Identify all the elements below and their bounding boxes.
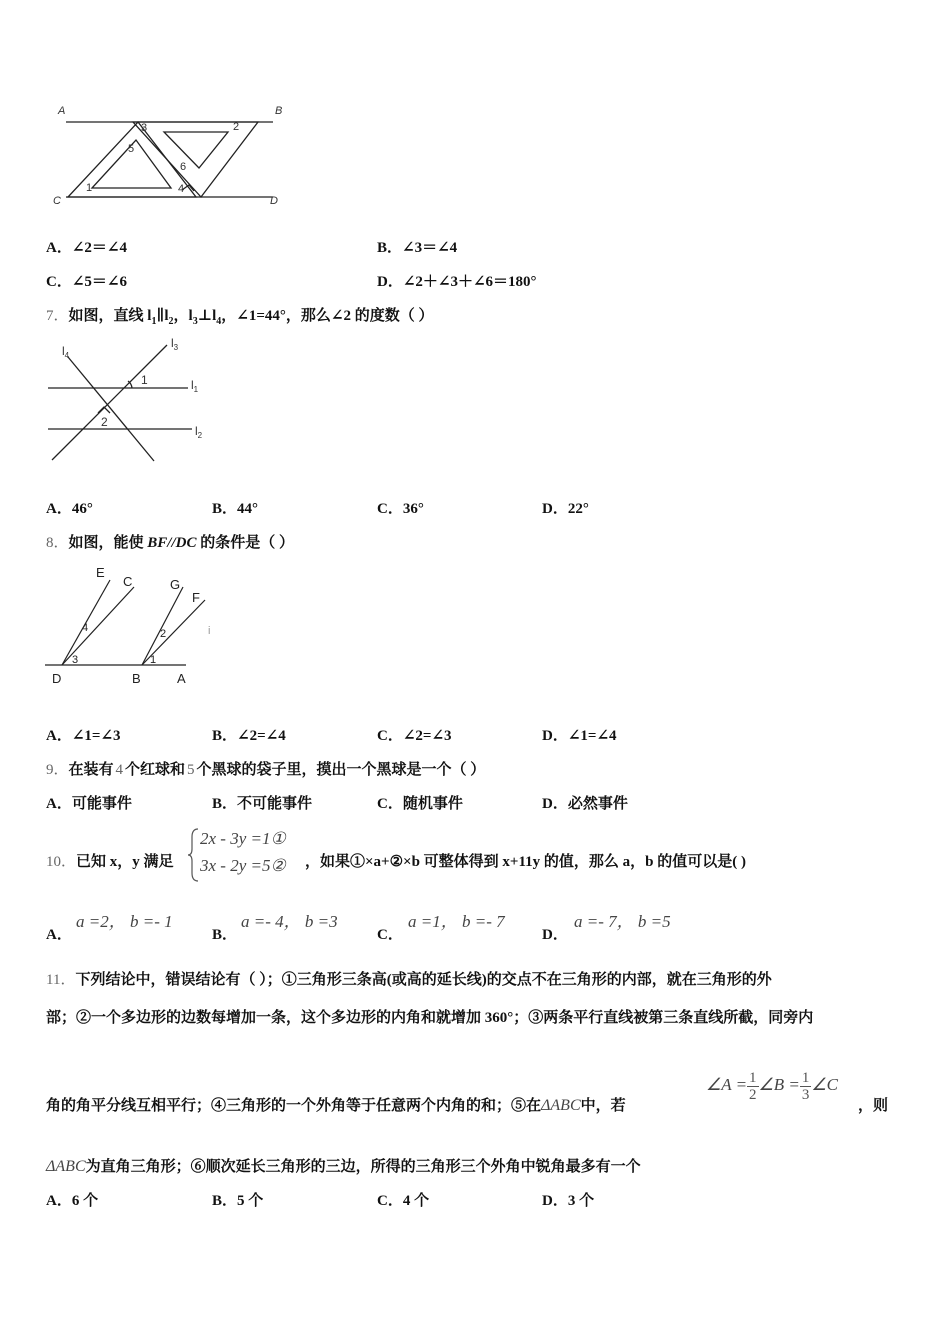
angle-6: 6 [180,161,187,173]
q10-prefix: 10．已知 x，y 满足 [46,854,174,870]
q8-angle-4: 4 [82,622,89,634]
q10-brace [188,827,200,883]
q10-option-c-value: a =1， b =- 7 [408,912,505,931]
q11-angle-equation: ∠A = $\frac{1}{2}$ ∠B = $\frac{1}{3}$ ∠C [706,1070,838,1103]
q10-option-a-value: a =2， b =- 1 [76,912,173,931]
q7-l2-label: $l_2$ [195,424,203,440]
q10-option-d-value: a =- 7， b =5 [574,912,671,931]
q8-angle-2: 2 [160,628,167,640]
q8-option-d[interactable]: D．∠1=∠4 [542,728,617,744]
q8-option-c[interactable]: C．∠2=∠3 [377,728,452,744]
angle-4: 4 [178,183,185,195]
q9-option-c[interactable]: C．随机事件 [377,796,463,812]
q7-l4-label: $l_4$ [62,344,70,360]
q6-option-d[interactable]: D．∠2＋∠3＋∠6＝180° [377,274,537,290]
q6-figure [48,100,293,215]
q8-label-A: A [177,671,186,686]
q11-line-4: ΔABC为直角三角形；⑥顺次延长三角形的三边，所得的三角形三个外角中锐角最多有一个 [46,1158,641,1175]
q10-option-c-label[interactable]: C． [377,927,403,943]
q9-option-d[interactable]: D．必然事件 [542,796,628,812]
q8-stem: 8．如图，能使 BF//DC 的条件是（ ） [46,535,294,551]
q9-option-b[interactable]: B．不可能事件 [212,796,313,812]
q7-option-c[interactable]: C．36° [377,501,424,517]
q11-triangle-1: ΔABC [541,1097,581,1114]
label-C: C [53,195,61,207]
q11-line-3: 角的角平分线互相平行；④三角形的一个外角等于任意两个内角的和；⑤在ΔABC中，若 [46,1097,626,1114]
q11-line-2: 部；②一个多边形的边数每增加一条，这个多边形的内角和就增加 360°；③两条平行直线被第三条直线所截，同旁内 [46,1010,814,1026]
q10-option-b-label[interactable]: B． [212,927,238,943]
q7-l1-label: $l_1$ [191,378,199,394]
q9-stem: 9．在装有 4 个红球和 5 个黑球的袋子里，摸出一个黑球是一个（ ） [46,762,486,778]
q11-option-a[interactable]: A．6 个 [46,1193,99,1209]
q11-then: ，则 [858,1098,889,1114]
angle-5: 5 [128,143,135,155]
q11-line-1: 11．下列结论中，错误结论有（ ）；①三角形三条高(或高的延长线)的交点不在三角形的内部，就在三角形的外 [46,972,772,988]
q7-l3-label: $l_3$ [171,336,179,352]
q8-label-G: G [170,577,181,592]
q10-equation-2: 3x - 2y =5② [200,856,286,875]
q7-angle-1: 1 [141,373,148,387]
q8-label-E: E [96,565,105,580]
q10-equation-1: 2x - 3y =1① [200,829,286,848]
q7-angle-2: 2 [101,415,108,429]
q8-angle-1: 1 [150,654,157,666]
q8-number: 8． [46,535,69,551]
q10-option-d-label[interactable]: D． [542,927,568,943]
q7-option-d[interactable]: D．22° [542,501,589,517]
q9-number: 9． [46,762,69,778]
q8-math: BF//DC [147,535,197,551]
q11-option-b[interactable]: B．5 个 [212,1193,264,1209]
q11-number: 11． [46,972,76,988]
q11-option-d[interactable]: D．3 个 [542,1193,595,1209]
q8-stray-mark: i [208,625,211,637]
q7-text: 如图，直线 l [68,308,152,324]
q8-option-a[interactable]: A．∠1=∠3 [46,728,121,744]
q6-option-a[interactable]: A．∠2＝∠4 [46,240,127,256]
q7-option-b[interactable]: B．44° [212,501,259,517]
angle-2: 2 [233,121,240,133]
q7-stem: 7．如图，直线 $l_1\parallel l_2$，$l_3\perp l_4$，∠1=44°，那么∠2 的度数（ ） [46,308,434,327]
q11-option-c[interactable]: C．4 个 [377,1193,430,1209]
q6-option-b[interactable]: B．∠3＝∠4 [377,240,458,256]
q7-number: 7． [46,308,69,324]
label-D: D [270,195,278,207]
q10-number: 10． [46,854,77,870]
q8-label-F: F [192,590,200,605]
label-A: A [58,105,66,117]
angle-1: 1 [86,182,93,194]
q7-figure [40,335,220,470]
q8-label-C: C [123,574,133,589]
q7-option-a[interactable]: A．46° [46,501,93,517]
q10-stem: ，如果①×a+②×b 可整体得到 x+11y 的值，那么 a，b 的值可以是( ) [305,854,746,870]
q11-triangle-2: ΔABC [46,1158,86,1175]
q8-figure [40,562,230,692]
q8-option-b[interactable]: B．∠2=∠4 [212,728,286,744]
q8-label-D: D [52,671,62,686]
q6-option-c[interactable]: C．∠5＝∠6 [46,274,127,290]
q10-option-b-value: a =- 4， b =3 [241,912,338,931]
q9-option-a[interactable]: A．可能事件 [46,796,132,812]
label-B: B [275,105,283,117]
q8-angle-3: 3 [72,654,79,666]
q10-option-a-label[interactable]: A． [46,927,72,943]
angle-3: 3 [141,122,148,134]
q8-label-B: B [132,671,141,686]
